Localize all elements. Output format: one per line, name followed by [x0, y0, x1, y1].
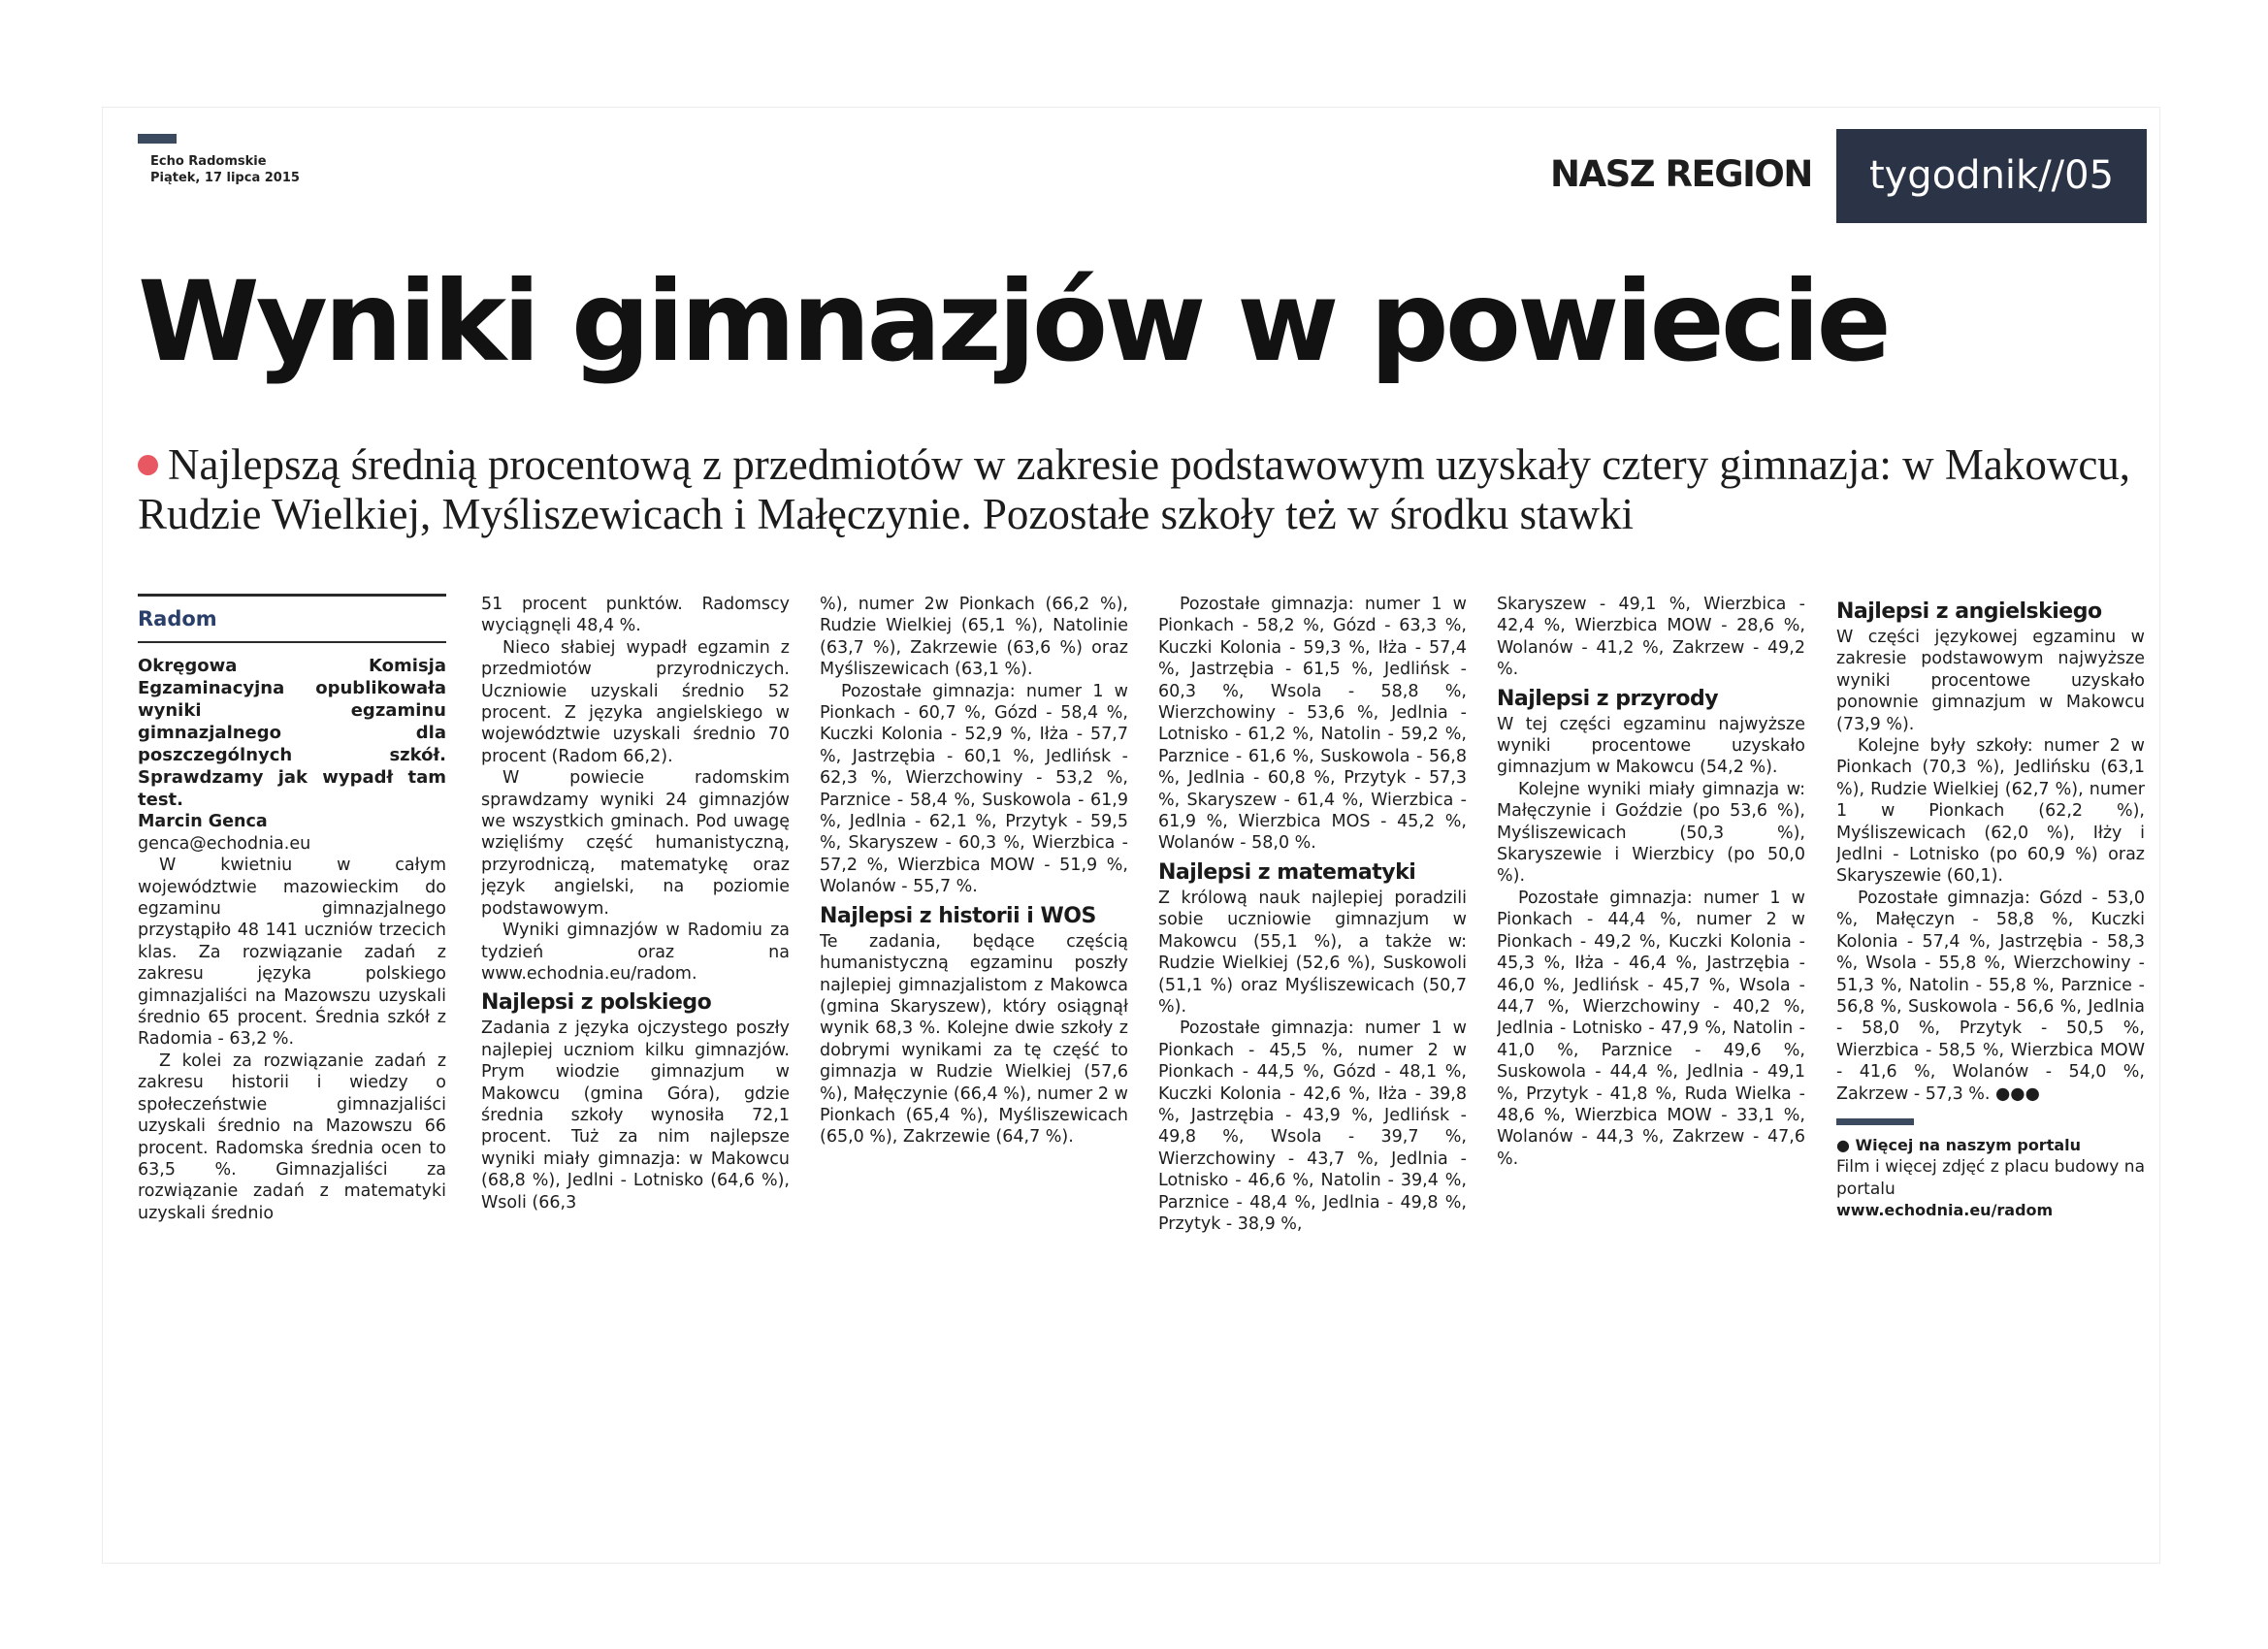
subheading-polish: Najlepsi z polskiego: [481, 990, 712, 1016]
paragraph: Pozostałe gimnazja: numer 1 w Pionkach - 58,2 %, Gózd - 63,3 %, Kuczki Kolonia - 59,3 %, Iłża - 57,4 %, Jastrzębia - 61,5 %, Jedlińsk - 60,3 %, Wsola - 58,8 %, Wierzchowiny - 53,6 %, Jedlnia - Lotnisko - 61,2 %, Natolin - 59,2 %, Parznice - 61,6 %, Suskowola - 56,8 %, Jedlnia - 60,8 %, Przytyk - 57,3 %, Skaryszew - 61,4 %, Wierzbica - 61,9 %, Wierzbica MOS - 45,2 %, Wolanów - 58,0 %.: [1158, 595, 1467, 854]
article-intro: Okręgowa Komisja Egzaminacyjna opublikowała wyniki egzaminu gimnazjalnego dla poszczególnych szkół. Sprawdzamy jak wypadł tam test.: [138, 656, 446, 811]
article-headline: Wyniki gimnazjów w powiecie: [138, 257, 1888, 386]
paragraph: Zadania z języka ojczystego poszły najlepiej uczniom kilku gimnazjów. Prym wiodzie gimnazjum w Makowcu (gmina Góra), gdzie średnia szkoły wynosiła 72,1 procent. Tuż za nim najlepsze wyniki miały gimnazja: w Makowcu (68,8 %), Jedlni - Lotnisko (64,6 %), Wsoli (66,3: [481, 1018, 790, 1212]
issue-badge: tygodnik//05: [1836, 129, 2147, 223]
paragraph: Kolejne były szkoły: numer 2 w Pionkach (70,3 %), Jedlińsku (63,1 %), Rudzie Wielkiej (62,7 %), numer 1 w Pionkach (62,2 %), Myśliszewicach (62,0 %), Iłży i Jedlni - Lotnisko (po 60,9 %) oraz Skaryszewie (60,1).: [1836, 736, 2145, 887]
author-name: Marcin Genca: [138, 812, 268, 832]
paragraph: Wyniki gimnazjów w Radomiu za tydzień oraz na www.echodnia.eu/radom.: [481, 921, 790, 984]
column-1: [138, 594, 446, 1525]
dateline-place: Radom: [138, 607, 217, 630]
paragraph: Z kolei za rozwiązanie zadań z zakresu historii i wiedzy o społeczeństwie gimnazjaliści uzyskali średnio na Mazowszu 66 procent. Radomska średnia ocen to 63,5 %. Gimnazjaliści za rozwiązanie zadań z matematyki uzyskali średnio: [138, 1051, 446, 1223]
subheading-history: Najlepsi z historii i WOS: [820, 903, 1096, 928]
publication-date: Piątek, 17 lipca 2015: [150, 171, 300, 185]
masthead-tab: [138, 134, 177, 144]
column-3: [820, 594, 1128, 1525]
publication-name: Echo Radomskie: [150, 154, 267, 169]
subheading-english: Najlepsi z angielskiego: [1836, 599, 2102, 624]
column-rule: [138, 641, 446, 643]
column-2: [481, 594, 790, 1525]
paragraph: Pozostałe gimnazja: Gózd - 53,0 %, Małęczyn - 58,8 %, Kuczki Kolonia - 57,4 %, Jastrzębia - 58,3 %, Wsola - 55,8 %, Wierzchowiny - 51,3 %, Natolin - 55,8 %, Parznice - 56,8 %, Suskowola - 56,6 %, Jedlnia - 58,0 %, Przytyk - 50,5 %, Wierzbica - 58,5 %, Wierzbica MOW - 41,6 %, Wolanów - 54,0 %, Zakrzew - 57,3 %. ●●●: [1836, 888, 2145, 1104]
paragraph: Skaryszew - 49,1 %, Wierzbica - 42,4 %, Wierzbica MOW - 28,6 %, Wolanów - 41,2 %, Zakrzew - 49,2 %.: [1497, 595, 1805, 680]
lead-text: Najlepszą średnią procentową z przedmiotów w zakresie podstawowym uzyskały cztery gimnazja: w Makowcu, Rudzie Wielkiej, Myśliszewicach i Małęczynie. Pozostałe szkoły też w środku stawki: [138, 440, 2131, 538]
paragraph: 51 procent punktów. Radomscy wyciągnęli 48,4 %.: [481, 595, 790, 636]
paragraph: Kolejne wyniki miały gimnazja w: Małęczynie i Goździe (po 53,6 %), Myśliszewicach (50,3 %), Skaryszewie i Wierzbicy (po 50,0 %).: [1497, 779, 1805, 887]
more-online-link[interactable]: www.echodnia.eu/radom: [1836, 1201, 2054, 1220]
more-online-heading: ● Więcej na naszym portalu: [1836, 1135, 2082, 1154]
paragraph: W tej części egzaminu najwyższe wyniki procentowe uzyskało gimnazjum w Makowcu (54,2 %).: [1497, 714, 1805, 778]
paragraph: W powiecie radomskim sprawdzamy wyniki 24 gimnazjów we wszystkich gminach. Pod uwagę wzięliśmy część humanistyczną, przyrodniczą, matematykę oraz język angielski, na poziomie podstawowym.: [481, 768, 790, 919]
paragraph: Z królową nauk najlepiej poradzili sobie uczniowie gimnazjum w Makowcu (55,1 %), a także w: Rudzie Wielkiej (52,6 %), Suskowoli (51,1 %) oraz Myśliszewicach (50,7 %).: [1158, 888, 1467, 1017]
paragraph: Pozostałe gimnazja: numer 1 w Pionkach - 44,4 %, numer 2 w Pionkach - 49,2 %, Kuczki Kolonia - 45,3 %, Iłża - 46,4 %, Jastrzębia - 46,0 %, Jedlińsk - 45,7 %, Wsola - 44,7 %, Wierzchowiny - 40,2 %, Jedlnia - Lotnisko - 47,9 %, Natolin - 41,0 %, Parznice - 49,6 %, Suskowola - 44,4 %, Jedlnia - 49,1 %, Przytyk - 41,8 %, Ruda Wielka - 48,6 %, Wierzbica MOW - 33,1 %, Wolanów - 44,3 %, Zakrzew - 47,6 %.: [1497, 888, 1805, 1169]
red-bullet-icon: [138, 455, 158, 475]
publication-info: [150, 153, 300, 186]
paragraph: Pozostałe gimnazja: numer 1 w Pionkach - 45,5 %, numer 2 w Pionkach - 44,5 %, Gózd - 48,1 %, Kuczki Kolonia - 42,6 %, Iłża - 39,8 %, Jastrzębia - 43,9 %, Jedlińsk - 49,8 %, Wsola - 39,7 %, Wierzchowiny - 43,7 %, Jedlnia - Lotnisko - 46,6 %, Natolin - 39,4 %, Parznice - 48,4 %, Jedlnia - 49,8 %, Przytyk - 38,9 %,: [1158, 1018, 1467, 1234]
subheading-nature: Najlepsi z przyrody: [1497, 686, 1719, 711]
paragraph: Pozostałe gimnazja: numer 1 w Pionkach - 60,7 %, Gózd - 58,4 %, Kuczki Kolonia - 52,9 %, Iłża - 57,7 %, Jastrzębia - 60,1 %, Jedlińsk - 62,3 %, Wierzchowiny - 53,2 %, Parznice - 58,4 %, Suskowola - 61,9 %, Jedlnia - 62,1 %, Przytyk - 59,5 %, Skaryszew - 60,3 %, Wierzbica - 57,2 %, Wierzbica MOW - 51,9 %, Wolanów - 55,7 %.: [820, 681, 1128, 897]
more-online-text: Film i więcej zdjęć z placu budowy na portalu: [1836, 1157, 2145, 1199]
column-rule: [138, 594, 446, 597]
paragraph: W kwietniu w całym województwie mazowieckim do egzaminu gimnazjalnego przystąpiło 48 141 uczniów trzecich klas. Za rozwiązanie zadań z zakresu języka polskiego gimnazjaliści na Mazowszu uzyskali średnio 65 procent. Średnia szkół z Radomia - 63,2 %.: [138, 856, 446, 1050]
section-title: NASZ REGION: [1550, 153, 1812, 195]
paragraph: Nieco słabiej wypadł egzamin z przedmiotów przyrodniczych. Uczniowie uzyskali średnio 52 procent. Z języka angielskiego w województwie uzyskali średnio 70 procent (Radom 66,2).: [481, 637, 790, 766]
author-email: genca@echodnia.eu: [138, 833, 311, 854]
subheading-math: Najlepsi z matematyki: [1158, 859, 1416, 885]
article-lead: [138, 440, 2155, 539]
footer-separator: [1836, 1118, 1914, 1125]
column-4: [1158, 594, 1467, 1525]
paragraph: W części językowej egzaminu w zakresie podstawowym najwyższe wyniki procentowe uzyskało ponownie gimnazjum w Makowcu (73,9 %).: [1836, 628, 2145, 734]
paragraph: %), numer 2w Pionkach (66,2 %), Rudzie Wielkiej (65,1 %), Natolinie (63,7 %), Zakrzewie (63,6 %) oraz Myśliszewicach (63,1 %).: [820, 595, 1128, 680]
column-5: [1497, 594, 1805, 1525]
column-6: [1836, 594, 2145, 1525]
paragraph: Te zadania, będące częścią humanistyczną egzaminu poszły najlepiej gimnazjalistom z Makowca (gmina Skaryszew), który osiągnął wynik 68,3 %. Kolejne dwie szkoły z dobrymi wynikami za tę część to gimnazja w Rudzie Wielkiej (57,6 %), Małęczynie (66,4 %), numer 2 w Pionkach (65,4 %), Myśliszewicach (65,0 %), Zakrzewie (64,7 %).: [820, 931, 1128, 1148]
